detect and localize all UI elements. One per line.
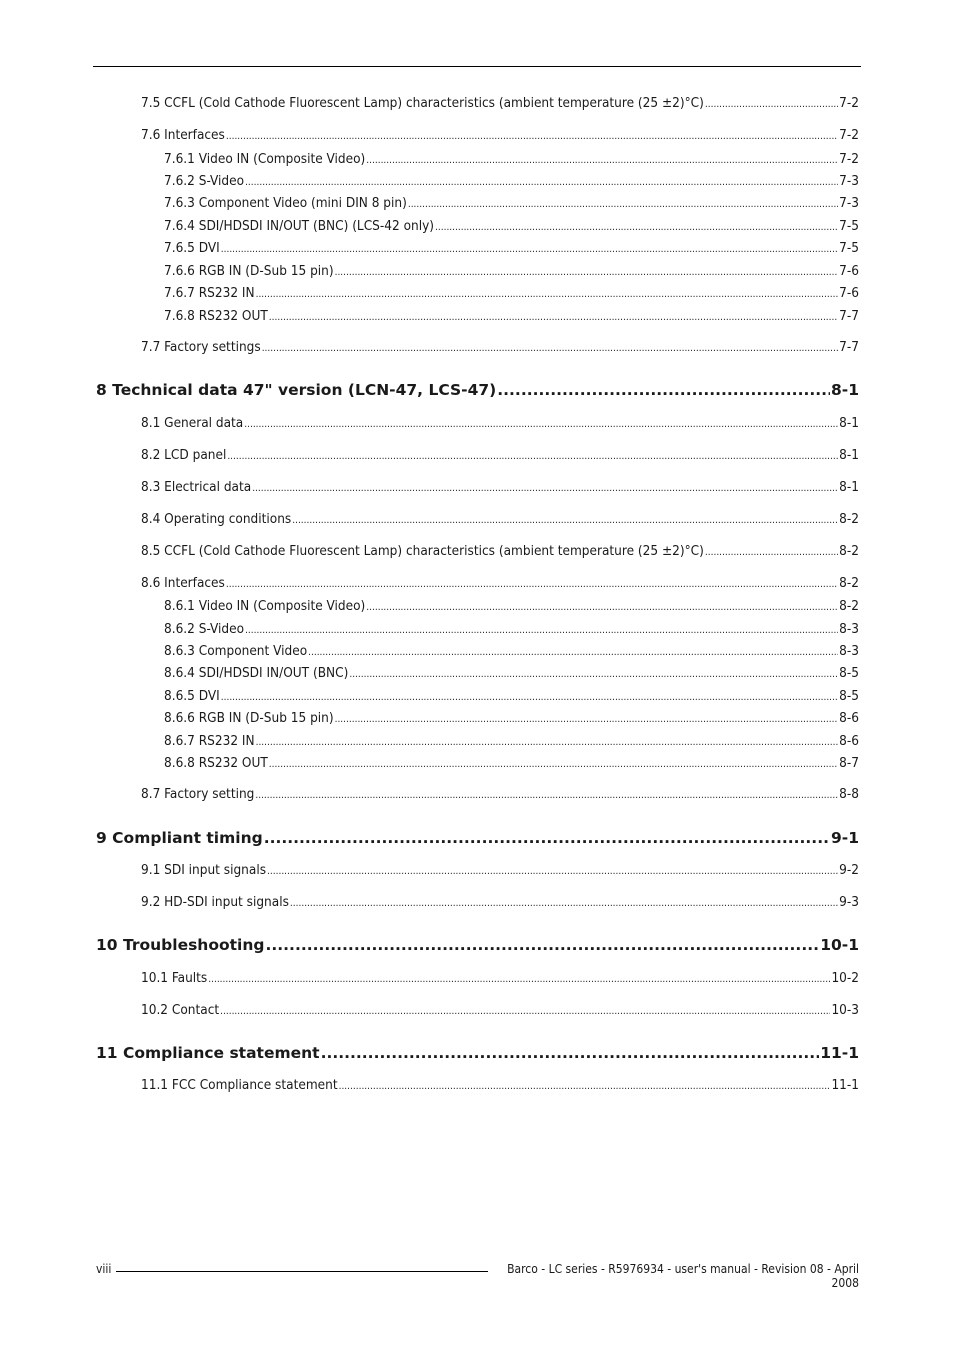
toc-chapter-entry[interactable] (96, 381, 859, 399)
toc-entry-page: 7-6 (839, 263, 859, 279)
toc-entry-title: 7.6.3 Component Video (mini DIN 8 pin) (164, 195, 407, 211)
toc-entry-title: 8.6.8 RS232 OUT (164, 755, 268, 771)
dot-leader (705, 95, 838, 111)
toc-entry-page: 8-1 (839, 447, 859, 463)
dot-leader (349, 665, 838, 681)
toc-entry-title: 11.1 FCC Compliance statement (141, 1077, 338, 1093)
dot-leader (339, 1077, 831, 1093)
toc-subsection-entry[interactable] (164, 621, 859, 637)
toc-entry-title: 8.4 Operating conditions (141, 511, 292, 527)
dot-leader (366, 151, 838, 167)
toc-entry-page: 10-2 (831, 970, 859, 986)
toc-entry-title: 8.3 Electrical data (141, 479, 252, 495)
dot-leader (221, 240, 838, 256)
toc-section-entry[interactable] (141, 127, 859, 143)
toc-subsection-entry[interactable] (164, 665, 859, 681)
dot-leader (705, 543, 838, 559)
toc-entry-page: 8-8 (839, 786, 859, 802)
toc-entry-title: 11 Compliance statement (96, 1044, 320, 1062)
toc-entry-page: 7-3 (839, 195, 859, 211)
toc-subsection-entry[interactable] (164, 151, 859, 167)
toc-section-entry[interactable] (141, 786, 859, 802)
toc-entry-page: 11-1 (831, 1077, 859, 1093)
toc-entry-title: 8.5 CCFL (Cold Cathode Fluorescent Lamp) characteristics (ambient temperature (25 ±2)°C) (141, 543, 704, 559)
toc-entry-title: 7.6.8 RS232 OUT (164, 308, 268, 324)
dot-leader (366, 598, 838, 614)
toc-entry-page: 11-1 (820, 1044, 859, 1062)
toc-section-entry[interactable] (141, 95, 859, 111)
toc-entry-title: 8.6.7 RS232 IN (164, 733, 255, 749)
header-rule (93, 66, 861, 67)
toc-subsection-entry[interactable] (164, 308, 859, 324)
toc-entry-page: 7-2 (839, 151, 859, 167)
toc-subsection-entry[interactable] (164, 240, 859, 256)
toc-entry-page: 10-1 (820, 936, 859, 954)
toc-entry-title: 10.1 Faults (141, 970, 208, 986)
footer-document-info: Barco - LC series - R5976934 - user's manual - Revision 08 - April 2008 (507, 1262, 859, 1290)
dot-leader (321, 1044, 820, 1062)
toc-entry-page: 8-5 (839, 688, 859, 704)
toc-entry-title: 8.2 LCD panel (141, 447, 227, 463)
toc-entry-page: 8-2 (839, 511, 859, 527)
dot-leader (255, 786, 838, 802)
dot-leader (269, 308, 838, 324)
toc-subsection-entry[interactable] (164, 755, 859, 771)
toc-subsection-entry[interactable] (164, 710, 859, 726)
toc-entry-page: 8-2 (839, 543, 859, 559)
dot-leader (335, 263, 839, 279)
toc-entry-title: 7.6.2 S-Video (164, 173, 245, 189)
toc-entry-page: 8-3 (839, 643, 859, 659)
toc-section-entry[interactable] (141, 415, 859, 431)
toc-section-entry[interactable] (141, 479, 859, 495)
toc-section-entry[interactable] (141, 447, 859, 463)
dot-leader (335, 710, 839, 726)
toc-entry-title: 8.6.3 Component Video (164, 643, 308, 659)
toc-subsection-entry[interactable] (164, 218, 859, 234)
toc-entry-title: 7.6.7 RS232 IN (164, 285, 255, 301)
toc-section-entry[interactable] (141, 894, 859, 910)
toc-section-entry[interactable] (141, 970, 859, 986)
toc-entry-title: 7.6.1 Video IN (Composite Video) (164, 151, 366, 167)
toc-chapter-entry[interactable] (96, 936, 859, 954)
toc-entry-title: 8.6.1 Video IN (Composite Video) (164, 598, 366, 614)
dot-leader (290, 894, 838, 910)
toc-entry-title: 7.6.6 RGB IN (D-Sub 15 pin) (164, 263, 334, 279)
dot-leader (208, 970, 830, 986)
dot-leader (267, 862, 838, 878)
toc-entry-page: 9-1 (830, 829, 859, 847)
toc-section-entry[interactable] (141, 339, 859, 355)
footer-rule (116, 1271, 488, 1272)
toc-subsection-entry[interactable] (164, 688, 859, 704)
toc-entry-title: 7.7 Factory settings (141, 339, 261, 355)
dot-leader (269, 755, 838, 771)
toc-entry-title: 8.1 General data (141, 415, 244, 431)
toc-entry-page: 7-5 (839, 218, 859, 234)
dot-leader (292, 511, 838, 527)
dot-leader (266, 936, 820, 954)
dot-leader (244, 415, 838, 431)
dot-leader (227, 447, 838, 463)
toc-entry-title: 8.6 Interfaces (141, 575, 225, 591)
dot-leader (226, 127, 838, 143)
dot-leader (435, 218, 838, 234)
toc-entry-page: 7-2 (839, 127, 859, 143)
toc-subsection-entry[interactable] (164, 285, 859, 301)
dot-leader (264, 829, 830, 847)
dot-leader (256, 285, 839, 301)
toc-section-entry[interactable] (141, 1002, 859, 1018)
toc-subsection-entry[interactable] (164, 173, 859, 189)
toc-entry-page: 9-3 (839, 894, 859, 910)
toc-entry-title: 8.7 Factory setting (141, 786, 255, 802)
toc-chapter-entry[interactable] (96, 1044, 859, 1062)
toc-entry-title: 8.6.6 RGB IN (D-Sub 15 pin) (164, 710, 334, 726)
toc-entry-page: 7-2 (839, 95, 859, 111)
toc-section-entry[interactable] (141, 511, 859, 527)
dot-leader (226, 575, 838, 591)
toc-entry-page: 7-7 (839, 339, 859, 355)
toc-section-entry[interactable] (141, 862, 859, 878)
toc-entry-page: 8-7 (839, 755, 859, 771)
toc-entry-page: 7-7 (839, 308, 859, 324)
toc-entry-title: 8.6.5 DVI (164, 688, 220, 704)
dot-leader (308, 643, 838, 659)
toc-entry-title: 9 Compliant timing (96, 829, 263, 847)
toc-entry-title: 7.6.5 DVI (164, 240, 220, 256)
dot-leader (256, 733, 839, 749)
toc-entry-title: 7.6.4 SDI/HDSDI IN/OUT (BNC) (LCS-42 only) (164, 218, 435, 234)
toc-entry-title: 10 Troubleshooting (96, 936, 265, 954)
toc-entry-title: 7.5 CCFL (Cold Cathode Fluorescent Lamp) characteristics (ambient temperature (25 ±2)°C) (141, 95, 704, 111)
dot-leader (497, 381, 830, 399)
dot-leader (221, 688, 838, 704)
toc-entry-page: 8-1 (839, 479, 859, 495)
toc-subsection-entry[interactable] (164, 195, 859, 211)
toc-entry-title: 7.6 Interfaces (141, 127, 225, 143)
toc-entry-title: 8.6.4 SDI/HDSDI IN/OUT (BNC) (164, 665, 349, 681)
toc-entry-page: 8-1 (830, 381, 859, 399)
dot-leader (408, 195, 838, 211)
toc-subsection-entry[interactable] (164, 263, 859, 279)
toc-section-entry[interactable] (141, 1077, 859, 1093)
footer-page-number: viii (96, 1262, 112, 1276)
toc-section-entry[interactable] (141, 543, 859, 559)
toc-entry-page: 7-6 (839, 285, 859, 301)
toc-entry-page: 8-6 (839, 710, 859, 726)
dot-leader (245, 621, 838, 637)
toc-entry-page: 8-3 (839, 621, 859, 637)
toc-entry-page: 7-5 (839, 240, 859, 256)
toc-entry-title: 8 Technical data 47" version (LCN-47, LCS-47) (96, 381, 497, 399)
toc-chapter-entry[interactable] (96, 829, 859, 847)
toc-subsection-entry[interactable] (164, 643, 859, 659)
toc-entry-title: 9.1 SDI input signals (141, 862, 267, 878)
toc-section-entry[interactable] (141, 575, 859, 591)
toc-entry-page: 8-1 (839, 415, 859, 431)
toc-entry-page: 9-2 (839, 862, 859, 878)
dot-leader (220, 1002, 830, 1018)
toc-entry-page: 8-2 (839, 598, 859, 614)
toc-subsection-entry[interactable] (164, 598, 859, 614)
toc-entry-page: 8-2 (839, 575, 859, 591)
toc-entry-title: 10.2 Contact (141, 1002, 220, 1018)
toc-entry-title: 9.2 HD-SDI input signals (141, 894, 289, 910)
toc-entry-title: 8.6.2 S-Video (164, 621, 245, 637)
toc-entry-page: 8-6 (839, 733, 859, 749)
dot-leader (262, 339, 838, 355)
dot-leader (245, 173, 838, 189)
toc-entry-page: 10-3 (831, 1002, 859, 1018)
toc-entry-page: 8-5 (839, 665, 859, 681)
toc-entry-page: 7-3 (839, 173, 859, 189)
toc-subsection-entry[interactable] (164, 733, 859, 749)
dot-leader (252, 479, 838, 495)
